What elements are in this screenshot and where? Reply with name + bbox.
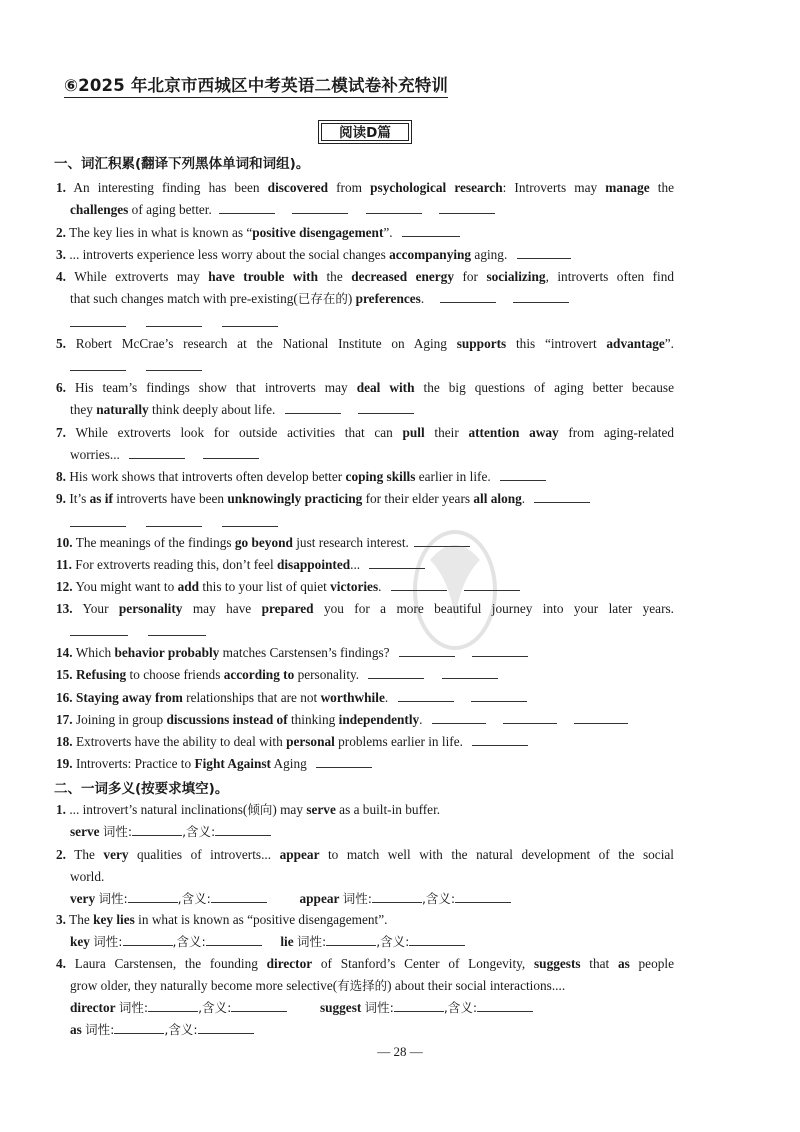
pos-blank[interactable] [123,933,173,946]
question-11: 11. For extroverts reading this, don’t feel disappointed... [56,556,425,574]
answer-blank[interactable] [500,468,546,481]
question-7-cont: worries... [70,446,259,464]
question-5-blanks [70,358,218,372]
polysemy-2: 2. The very qualities of introverts... appear to match well with the natural development of the social [56,847,674,862]
section-label: 阅读D篇 [321,123,409,141]
polysemy-2-cont: world. [70,869,105,884]
answer-blank[interactable] [222,514,278,527]
question-2: 2. The key lies in what is known as “positive disengagement”. [56,224,460,242]
answer-blank[interactable] [285,401,341,414]
page-title: ⑥2025 年北京市西城区中考英语二模试卷补充特训 [64,72,448,98]
answer-blank[interactable] [292,201,348,214]
meaning-blank[interactable] [455,890,511,903]
polysemy-3: 3. The key lies in what is known as “positive disengagement”. [56,912,388,927]
pos-blank[interactable] [114,1021,164,1034]
answer-blank[interactable] [439,201,495,214]
watermark-emblem [400,520,510,670]
question-6-cont: they naturally think deeply about life. [70,401,414,419]
answer-blank[interactable] [70,358,126,371]
answer-blank[interactable] [70,514,126,527]
meaning-blank[interactable] [477,999,533,1012]
polysemy-4: 4. Laura Carstensen, the founding director of Stanford’s Center of Longevity, suggests that as people [56,956,674,971]
question-1: 1. An interesting finding has been discovered from psychological research: Introverts may manage the [56,180,675,195]
answer-blank[interactable] [472,733,528,746]
question-8: 8. His work shows that introverts often develop better coping skills earlier in life. [56,468,546,486]
question-15: 15. Refusing to choose friends according to personality. [56,666,498,684]
pos-blank[interactable] [132,823,182,836]
pos-blank[interactable] [148,999,198,1012]
answer-blank[interactable] [471,689,527,702]
answer-blank[interactable] [316,755,372,768]
question-14: 14. Which behavior probably matches Carstensen’s findings? [56,644,528,662]
answer-blank[interactable] [402,224,460,237]
meaning-blank[interactable] [215,823,271,836]
part2-heading: 二、一词多义(按要求填空)。 [54,781,229,797]
polysemy-1-answer: serve 词性: ,含义: [70,823,271,841]
question-12: 12. You might want to add this to your list of quiet victories. [56,578,520,596]
question-17: 17. Joining in group discussions instead of thinking independently. [56,711,628,729]
question-4-blanks [70,314,294,328]
question-7: 7. While extroverts look for outside activities that can pull their attention away from aging-related [56,425,674,440]
question-9: 9. It’s as if introverts have been unknowingly practicing for their elder years all along. [56,490,590,508]
question-16: 16. Staying away from relationships that are not worthwhile. [56,689,527,707]
answer-blank[interactable] [517,246,571,259]
pos-blank[interactable] [394,999,444,1012]
meaning-blank[interactable] [211,890,267,903]
answer-blank[interactable] [513,290,569,303]
question-9-blanks [70,514,294,528]
part1-heading: 一、词汇积累(翻译下列黑体单词和词组)。 [54,156,310,172]
polysemy-1: 1. ... introvert’s natural inclinations(倾向) may serve as a built-in buffer. [56,802,441,817]
question-4: 4. While extroverts may have trouble with the decreased energy for socializing, introverts often find [56,269,675,284]
meaning-blank[interactable] [409,933,465,946]
answer-blank[interactable] [146,314,202,327]
page-number: — 28 — [377,1044,423,1059]
question-18: 18. Extroverts have the ability to deal with personal problems earlier in life. [56,733,528,751]
answer-blank[interactable] [432,711,486,724]
pos-blank[interactable] [128,890,178,903]
question-5: 5. Robert McCrae’s research at the National Institute on Aging supports this “introvert advantage”. [56,336,675,351]
question-3: 3. ... introverts experience less worry about the social changes accompanying aging. [56,246,571,264]
question-4-cont: that such changes match with pre-existing(已存在的) preferences. [70,290,569,308]
polysemy-4-answer-b: as 词性: ,含义: [70,1021,254,1039]
question-19: 19. Introverts: Practice to Fight Against Aging [56,755,372,773]
answer-blank[interactable] [534,490,590,503]
question-1-cont: challenges of aging better. [70,201,495,219]
pos-blank[interactable] [326,933,376,946]
answer-blank[interactable] [440,290,496,303]
answer-blank[interactable] [129,446,185,459]
answer-blank[interactable] [146,358,202,371]
answer-blank[interactable] [70,314,126,327]
answer-blank[interactable] [203,446,259,459]
question-6: 6. His team’s findings show that introverts may deal with the big questions of aging better because [56,380,674,395]
meaning-blank[interactable] [206,933,262,946]
polysemy-3-answer: key 词性: ,含义: lie 词性: ,含义: [70,933,465,951]
question-13-blanks [70,623,222,637]
answer-blank[interactable] [366,201,422,214]
answer-blank[interactable] [574,711,628,724]
polysemy-4-answer-a: director 词性: ,含义: suggest 词性: ,含义: [70,999,533,1017]
polysemy-2-answer: very 词性: ,含义: appear 词性: ,含义: [70,890,511,908]
answer-blank[interactable] [503,711,557,724]
question-13: 13. Your personality may have prepared you for a more beautiful journey into your later years. [56,601,674,616]
meaning-blank[interactable] [198,1021,254,1034]
answer-blank[interactable] [358,401,414,414]
meaning-blank[interactable] [231,999,287,1012]
pos-blank[interactable] [372,890,422,903]
section-label-box [318,120,412,144]
answer-blank[interactable] [148,623,206,636]
polysemy-4-cont: grow older, they naturally become more selective(有选择的) about their social interactions.... [70,978,566,993]
answer-blank[interactable] [219,201,275,214]
answer-blank[interactable] [398,689,454,702]
answer-blank[interactable] [222,314,278,327]
answer-blank[interactable] [146,514,202,527]
question-10: 10. The meanings of the findings go beyond just research interest. [56,534,470,552]
answer-blank[interactable] [70,623,128,636]
